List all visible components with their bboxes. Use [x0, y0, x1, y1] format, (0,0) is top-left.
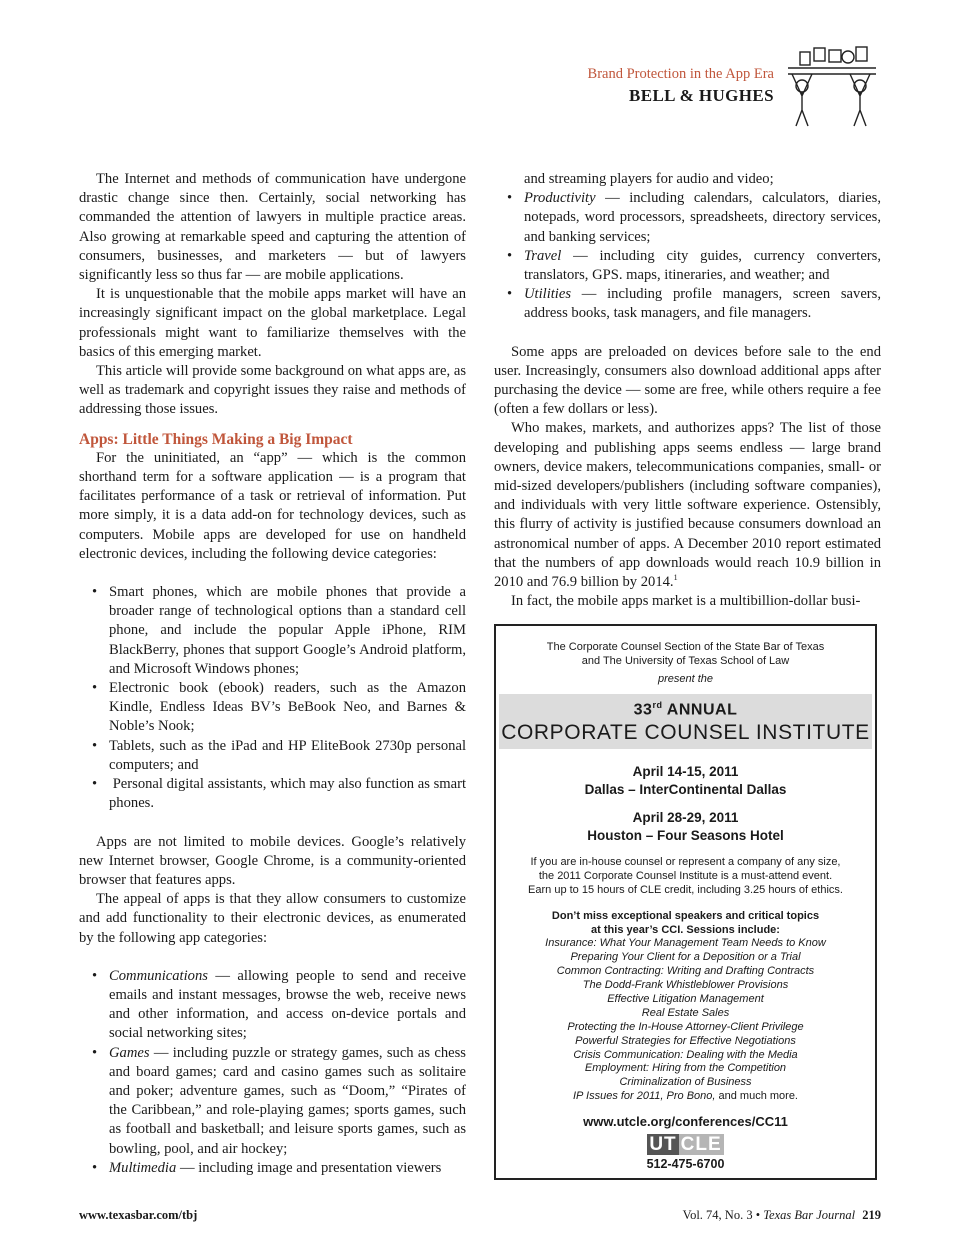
page-number: 219: [862, 1208, 881, 1222]
footnote-marker: 1: [673, 573, 678, 583]
paragraph: The appeal of apps is that they allow consumers to customize and add functionality to their electronic devices, as enumerated by the following app categories:: [79, 891, 466, 946]
paragraph: Apps are not limited to mobile devices. Google’s relatively new Internet browser, Google Chrome, is a community-oriented browser that features apps.: [79, 833, 466, 888]
app-category-list: [79, 967, 466, 1178]
list-item: Insurance: What Your Management Team Needs to Know: [545, 937, 826, 950]
list-item: • Travel — including city guides, currency converters, translators, GPS. maps, itineraries, and weather; and: [507, 247, 881, 284]
ad-title: CORPORATE COUNSEL INSTITUTE: [501, 721, 870, 745]
list-item: • Utilities — including profile managers, screen savers, address books, task managers, and file managers.: [507, 286, 881, 322]
ad-event-dallas: April 14-15, 2011 Dallas – InterContinental Dallas: [584, 764, 787, 798]
paragraph: In fact, the mobile apps market is a multibillion-dollar busi-: [511, 593, 861, 610]
paragraph: The Internet and methods of communication have undergone drastic change since then. Certainly, social networking has commanded the attention of lawyers in multiple practice areas. Also growing at remarkable speed and capturing the attention of consumers, businesses, and marketers — but of lawyers significantly less so thus far — are mobile applications.: [79, 171, 466, 284]
list-item: Effective Litigation Management: [607, 992, 764, 1005]
ad-title-banner: [499, 694, 872, 749]
volume: Vol. 74, No. 3: [682, 1208, 753, 1222]
list-item: Real Estate Sales: [641, 1006, 730, 1019]
ad-url[interactable]: www.utcle.org/conferences/CC11: [583, 1114, 788, 1130]
list-item: • Electronic book (ebook) readers, such as the Amazon Kindle, Endless Ideas BV’s BeBook Neo, and Barnes & Noble’s Nook;: [92, 680, 466, 735]
paragraph: This article will provide some background on what apps are, as well as trademark and copyright issues they raise and methods of addressing those issues.: [79, 363, 466, 418]
list-item: Powerful Strategies for Effective Negotiations: [575, 1034, 796, 1047]
header-authors: BELL & HUGHES: [628, 86, 774, 105]
list-item: • Tablets, such as the iPad and HP EliteBook 2730p personal computers; and: [92, 737, 466, 773]
juggling-figures-logo: [782, 44, 882, 130]
utcle-logo: UT CLE: [649, 1134, 722, 1156]
separator: •: [755, 1208, 761, 1222]
device-list: [79, 583, 466, 813]
footer-url[interactable]: www.texasbar.com/tbj: [79, 1208, 198, 1222]
list-item: The Dodd-Frank Whistleblower Provisions: [582, 979, 789, 992]
list-item: Employment: Hiring from the Competition: [584, 1062, 787, 1075]
ad-session-list: [496, 937, 875, 1104]
cci-advertisement: [494, 624, 877, 1180]
list-item: Preparing Your Client for a Deposition or a Trial: [570, 951, 801, 964]
ad-phone: 512-475-6700: [646, 1157, 725, 1172]
ad-sessions-heading: Don’t miss exceptional speakers and critical topics at this year’s CCI. Sessions include:: [551, 910, 820, 937]
ad-intro: The Corporate Counsel Section of the State Bar of Texas and The University of Texas School of Law present the: [546, 641, 825, 685]
paragraph: It is unquestionable that the mobile apps market will have an increasingly significant impact on the global marketplace. Legal professionals might want to familiarize themselves with the basics of this emerging market.: [79, 286, 466, 360]
header-subtitle: Brand Protection in the App Era: [587, 66, 774, 82]
list-item: • Communications — allowing people to send and receive emails and instant messages, browse the web, receive news and other information, and access on-device portals and social networking sites;: [92, 967, 466, 1042]
footer-issue: [683, 1208, 881, 1223]
app-category-list-continued: [494, 189, 881, 323]
ad-annual: 33rd ANNUAL: [633, 700, 738, 719]
list-item: Crisis Communication: Dealing with the Media: [573, 1048, 798, 1061]
ad-description: If you are in-house counsel or represent a company of any size, the 2011 Corporate Counsel Institute is a must-attend event. Earn up to 15 hours of CLE credit, including 3.25 hours of ethics.: [528, 856, 843, 897]
journal-name: Texas Bar Journal: [763, 1208, 856, 1222]
list-item: Common Contracting: Writing and Drafting Contracts: [556, 965, 815, 978]
list-continuation: and streaming players for audio and video;: [524, 171, 774, 187]
left-column: [79, 170, 466, 1178]
paragraph: Some apps are preloaded on devices before sale to the end user. Increasingly, consumers also download additional apps after purchasing the device — some are free, while others require a fee (often a few dollars or less).: [494, 343, 881, 418]
list-item: • Productivity — including calendars, calculators, diaries, notepads, word processors, spreadsheets, directory services, and banking services;: [507, 190, 881, 245]
paragraph: For the uninitiated, an “app” — which is the common shorthand term for a software application — is a program that facilitates performance of a task or retrieval of information. Put more simply, it is a data add-on for technology devices, such as computers. Mobile apps are developed for use on handheld electronic devices, including the following device categories:: [79, 449, 466, 562]
ad-event-houston: April 28-29, 2011 Houston – Four Seasons Hotel: [587, 810, 784, 844]
section-heading: Apps: Little Things Making a Big Impact: [79, 430, 353, 448]
list-item: Criminalization of Business: [619, 1076, 752, 1089]
list-item: • Smart phones, which are mobile phones that provide a broader range of technological options than a standard cell phone, and include the popular Apple iPhone, RIM BlackBerry, phones that support Google’s Android platform, and Microsoft Windows phones;: [92, 584, 466, 677]
list-item: • Games — including puzzle or strategy games, such as chess and board games; card and casino games such as solitaire and poker; adventure games, such as “Doom,” “Pirates of the Caribbean,” and role-playing games; sports games, such as football and basketball; and leisure sports games, such as bowling, pool, and air hockey;: [92, 1044, 466, 1157]
paragraph: Who makes, markets, and authorizes apps? The list of those developing and publishing apps seems endless — large brand owners, device makers, telecommunications companies, small- or mid-sized developers/publishers (including software companies), and individuals with very little software experience. Ostensibly, this flurry of activity is justified because consumers download an astronomical number of apps. A December 2010 report estimated that the numbers of app downloads would reach 10.9 billion in 2010 and 76.9 billion by 2014.$^1$: [494, 420, 881, 591]
list-item: • Personal digital assistants, which may also function as smart phones.: [92, 776, 466, 812]
list-item: • Multimedia — including image and presentation viewers: [92, 1159, 442, 1176]
list-item: IP Issues for 2011, Pro Bono, and much more.: [572, 1090, 798, 1103]
right-column: [494, 170, 881, 611]
list-item: Protecting the In-House Attorney-Client Privilege: [567, 1020, 804, 1033]
